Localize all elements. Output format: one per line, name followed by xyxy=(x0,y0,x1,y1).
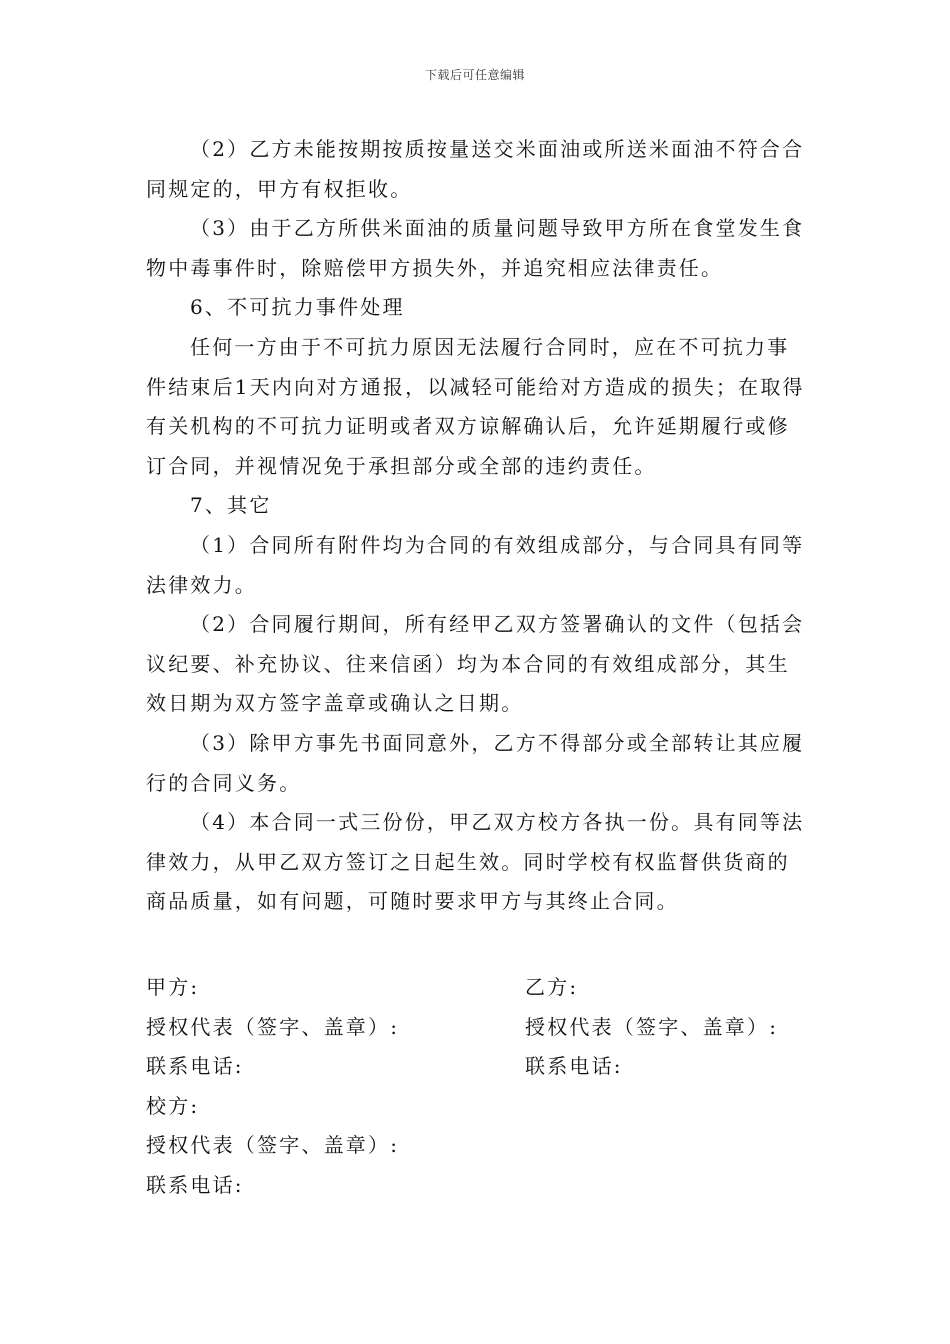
clause-paragraph: （4）本合同一式三份份，甲乙双方校方各执一份。具有同等法律效力，从甲乙双方签订之日起生效。同时学校有权监督供货商的商品质量，如有问题，可随时要求甲方与其终止合同。 xyxy=(146,810,805,914)
clause-paragraph: （2）乙方未能按期按质按量送交米面油或所送米面油不符合合同规定的，甲方有权拒收。 xyxy=(146,137,805,201)
party-b-rep: 授权代表（签字、盖章）: xyxy=(525,1014,779,1039)
party-a-phone: 联系电话: xyxy=(146,1054,244,1079)
school-phone: 联系电话: xyxy=(146,1172,244,1197)
signature-block-left xyxy=(146,968,399,1206)
contract-body xyxy=(146,130,806,922)
school-label: 校方: xyxy=(146,1093,200,1118)
clause-paragraph: （3）由于乙方所供米面油的质量问题导致甲方所在食堂发生食物中毒事件时，除赔偿甲方损失外，并追究相应法律责任。 xyxy=(146,216,805,280)
clause-paragraph: （2）合同履行期间，所有经甲乙双方签署确认的文件（包括会议纪要、补充协议、往来信函）均为本合同的有效组成部分，其生效日期为双方签字盖章或确认之日期。 xyxy=(146,612,805,716)
party-a-label: 甲方: xyxy=(146,975,200,999)
clause-paragraph: （3）除甲方事先书面同意外，乙方不得部分或全部转让其应履行的合同义务。 xyxy=(146,730,805,795)
header-note: 下载后可任意编辑 xyxy=(424,68,525,82)
clause-paragraph: （1）合同所有附件均为合同的有效组成部分，与合同具有同等法律效力。 xyxy=(146,532,805,597)
section-heading: 7、其它 xyxy=(190,493,272,518)
clause-paragraph: 任何一方由于不可抗力原因无法履行合同时，应在不可抗力事件结束后1天内向对方通报，以减轻可能给对方造成的损失；在取得有关机构的不可抗力证明或者双方谅解确认后，允许延期履行或修订合同，并视情况免于承担部分或全部的违约责任。 xyxy=(146,334,805,478)
section-heading: 6、不可抗力事件处理 xyxy=(190,295,405,320)
school-rep: 授权代表（签字、盖章）: xyxy=(146,1133,400,1158)
party-a-rep: 授权代表（签字、盖章）: xyxy=(146,1014,400,1039)
party-b-phone: 联系电话: xyxy=(525,1054,623,1079)
signature-block-right xyxy=(525,968,778,1087)
party-b-label: 乙方: xyxy=(525,975,579,999)
